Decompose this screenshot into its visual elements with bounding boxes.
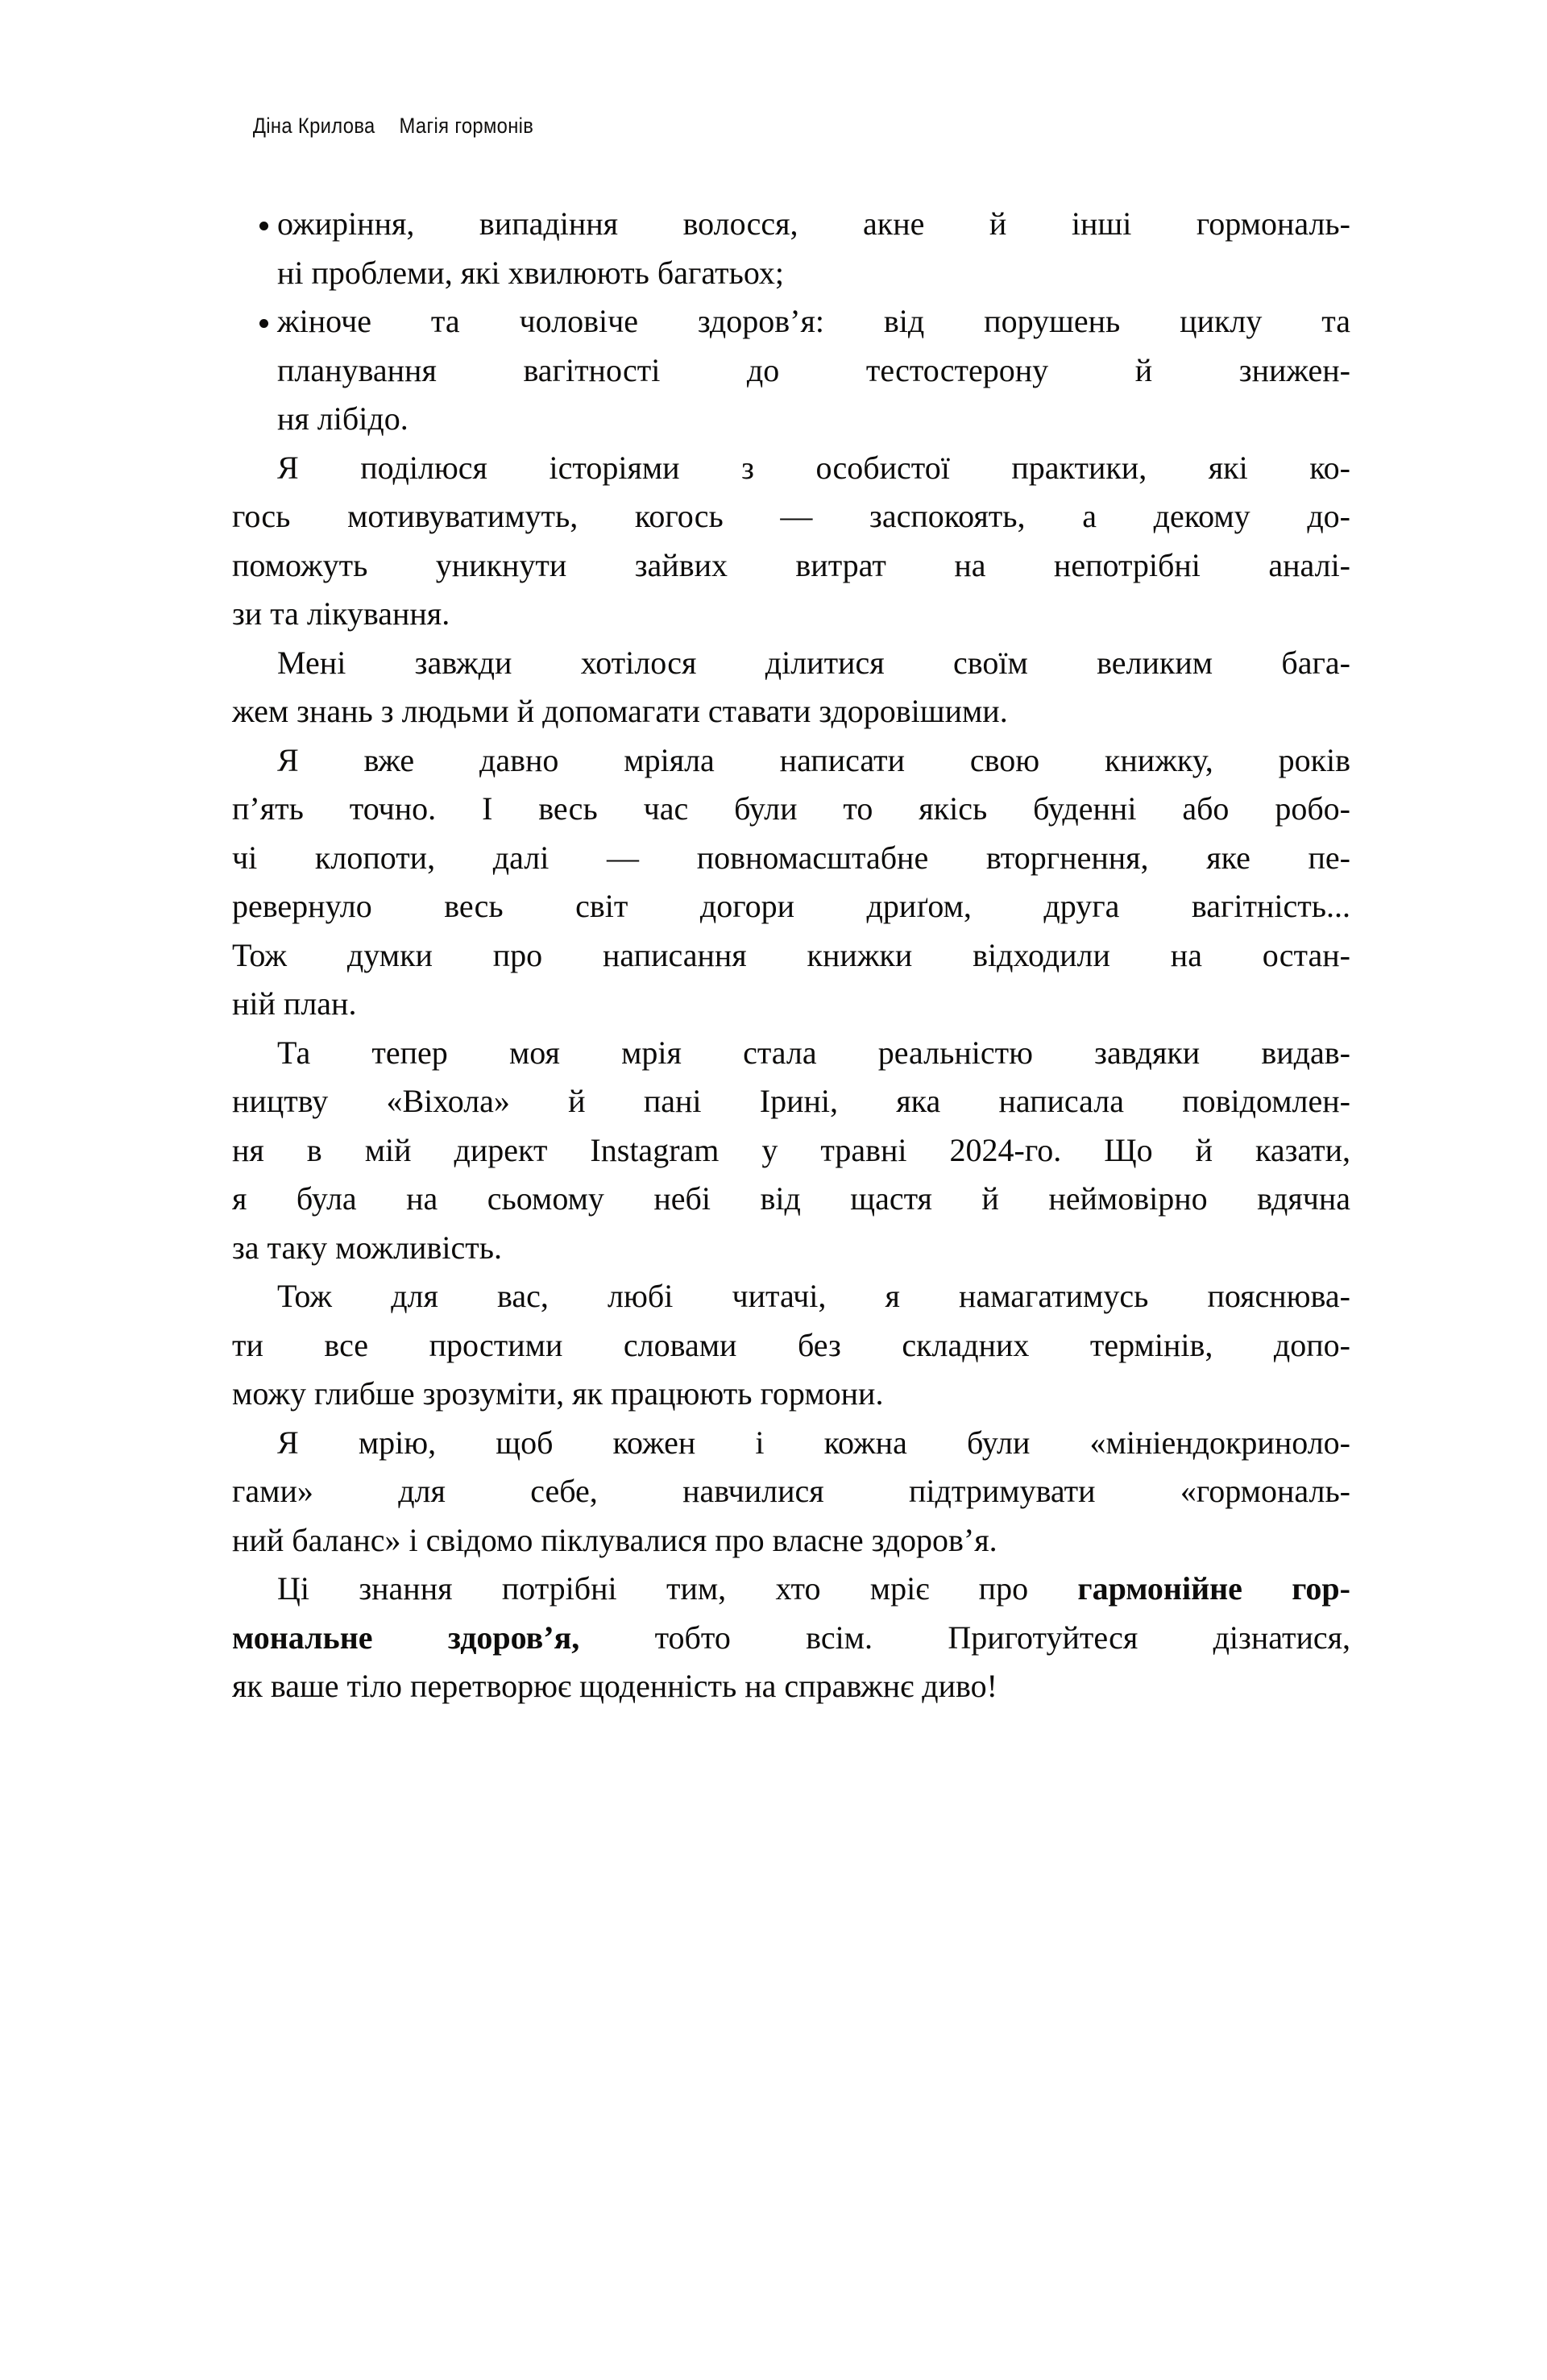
list-item (232, 200, 1350, 297)
header-author: Діна Крилова (252, 114, 375, 138)
paragraph (232, 1029, 1350, 1273)
text-line: Я поділюся історіями з особистої практики, які ко- (277, 449, 1350, 486)
paragraph (232, 1272, 1350, 1419)
bullet-icon (259, 222, 268, 230)
running-header (230, 93, 533, 159)
text-line: гось мотивуватимуть, когось — заспокоять, а декому до- (232, 498, 1350, 534)
bullet-icon (259, 319, 268, 328)
text-line: гами» для себе, навчилися підтримувати «гормональ- (232, 1473, 1350, 1509)
text-line: ня в мій директ Instagram у травні 2024-го. Що й казати, (232, 1131, 1350, 1168)
highlight-bold-text: гармонійне гор- (1077, 1570, 1350, 1607)
text-line: Я мрію, щоб кожен і кожна були «мініендокриноло- (277, 1424, 1350, 1461)
text-line: ний баланс» і свідомо піклувалися про власне здоров’я. (232, 1521, 997, 1558)
text-line: планування вагітності до тестостерону й знижен- (277, 351, 1350, 388)
paragraph (232, 1419, 1350, 1565)
text-line (232, 1565, 1350, 1614)
text-line: Я вже давно мріяла написати свою книжку, років (277, 741, 1350, 778)
list-item (232, 297, 1350, 444)
text-run: Ці знання потрібні тим, хто мріє про (277, 1570, 1078, 1607)
text-line: ній план. (232, 985, 357, 1022)
text-line: Тож думки про написання книжки відходили на остан- (232, 936, 1350, 973)
text-line: ні проблеми, які хвилюють багатьох; (277, 254, 784, 291)
paragraph (232, 639, 1350, 736)
text-line: п’ять точно. І весь час були то якісь буденні або робо- (232, 790, 1350, 827)
page-text-block (232, 200, 1350, 1711)
text-run: тобто всім. Приготуйтеся дізнатися, (579, 1619, 1350, 1656)
text-line: зи та лікування. (232, 595, 450, 632)
text-line: за таку можливість. (232, 1229, 502, 1266)
paragraph (232, 736, 1350, 1029)
text-line: Тож для вас, любі читачі, я намагатимусь пояснюва- (277, 1278, 1350, 1314)
text-line: як ваше тіло перетворює щоденність на справжнє диво! (232, 1668, 997, 1704)
paragraph (232, 444, 1350, 639)
text-line: ти все простими словами без складних термінів, допо- (232, 1326, 1350, 1363)
text-line: Та тепер моя мрія стала реальністю завдяки видав- (277, 1034, 1350, 1071)
text-line: ревернуло весь світ догори дриґом, друга вагітність... (232, 888, 1350, 924)
text-line: ня лібідо. (277, 400, 409, 437)
text-line: чі клопоти, далі — повномасштабне вторгнення, яке пе- (232, 839, 1350, 876)
text-line: можу глибше зрозуміти, як працюють гормони. (232, 1375, 884, 1412)
text-line (232, 1614, 1350, 1663)
text-line: ожиріння, випадіння волосся, акне й інші гормональ- (277, 205, 1350, 242)
final-paragraph (232, 1565, 1350, 1711)
text-line: жіноче та чоловіче здоров’я: від порушень циклу та (277, 303, 1350, 339)
header-book-title: Магія гормонів (399, 114, 534, 138)
text-line: я була на сьомому небі від щастя й неймовірно вдячна (232, 1180, 1350, 1217)
text-line: поможуть уникнути зайвих витрат на непотрібні аналі- (232, 546, 1350, 583)
text-line: ництву «Віхола» й пані Ірині, яка написала повідомлен- (232, 1083, 1350, 1119)
text-line: жем знань з людьми й допомагати ставати здоровішими. (232, 693, 1008, 729)
highlight-bold-text: мональне здоров’я, (232, 1619, 580, 1656)
text-line: Мені завжди хотілося ділитися своїм великим бага- (277, 644, 1350, 681)
bullet-list (232, 200, 1350, 444)
